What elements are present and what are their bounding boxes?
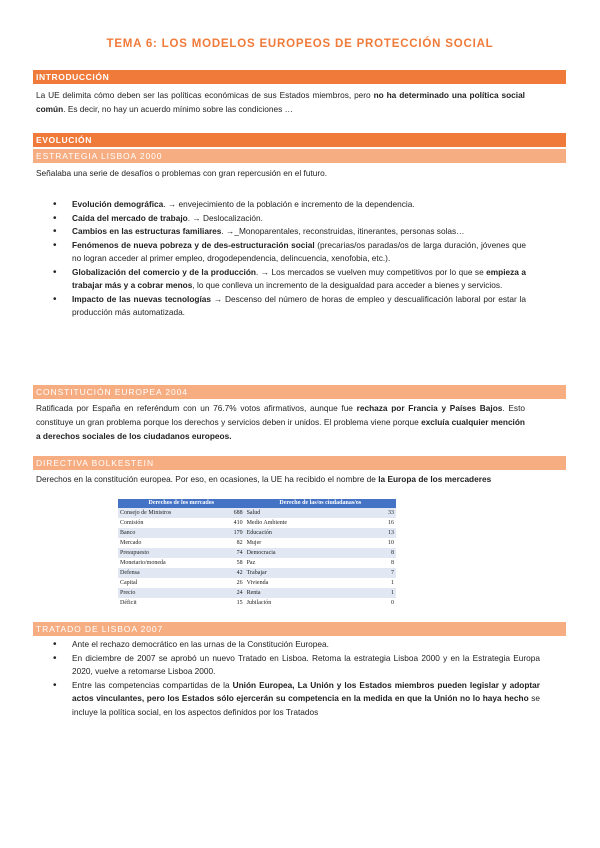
citizen-label-cell: Democracia — [245, 548, 369, 558]
citizen-value-cell: 0 — [391, 600, 394, 606]
table-row — [118, 528, 396, 538]
citizen-value-cell: 8 — [391, 560, 394, 566]
list-item: • Fenómenos de nueva pobreza y de des-estructuración social (precarias/os paradas/os de larga duración, jóvenes que no logran acceder al primer empleo, drogodependencia, delincuencia, xenofobia, etc.). — [53, 239, 526, 263]
market-label-cell: Capital — [120, 580, 138, 586]
rights-comparison-table — [118, 499, 396, 608]
market-value-cell: 58 — [236, 560, 243, 566]
market-value-cell: 688 — [221, 508, 245, 518]
market-label-cell: Monetario/moneda — [120, 560, 166, 566]
market-label-cell: Consejo de Ministros — [118, 508, 221, 518]
list-item: • Globalización del comercio y de la producción. → Los mercados se vuelven muy competitivos por lo que se empieza a trabajar más y a cobrar menos, lo que conlleva un incremento de la desigualdad para acceder a bienes y servicios. — [53, 266, 526, 290]
market-value-cell: 74 — [221, 548, 245, 558]
subsection-header-bolkestein: DIRECTIVA BOLKESTEIN — [33, 456, 566, 470]
list-item: • En diciembre de 2007 se aprobó un nuevo Tratado en Lisboa. Retoma la estrategia Lisboa 2000 y en la Estrategia Europa 2020, vuelve a retomarse Lisboa 2000. — [53, 652, 540, 676]
bullet-icon: • — [53, 639, 57, 650]
table-row — [118, 508, 396, 518]
subsection-header-lisboa-2007: TRATADO DE LISBOA 2007 — [33, 622, 566, 636]
bullet-icon: • — [53, 226, 57, 237]
bullet-icon: • — [53, 212, 57, 224]
list-item: • Impacto de las nuevas tecnologías → Descenso del número de horas de empleo y descualificación laboral por estar la producción más automatizada. — [53, 293, 526, 317]
table-row — [118, 558, 396, 568]
bullet-icon: • — [53, 652, 57, 664]
table-row — [118, 568, 396, 578]
table-row — [118, 548, 396, 558]
lisboa-2000-challenges-list — [52, 198, 526, 320]
table-row — [118, 598, 396, 608]
table-row — [118, 578, 396, 588]
intro-paragraph: La UE delimita cómo deben ser las políticas económicas de sus Estados miembros, pero no ha determinado una política social común. Es decir, no hay un acuerdo mínimo sobre las condiciones … — [36, 90, 525, 114]
list-item: • Evolución demográfica. → envejecimiento de la población e incremento de la dependencia. — [53, 199, 415, 210]
market-value-cell: 410 — [233, 520, 243, 526]
list-item: • Entre las competencias compartidas de la Unión Europea, La Unión y los Estados miembros pueden legislar y adoptar actos vinculantes, pero los Estados sólo ejercerán su competencia en la medida en que la Unión no lo haya hecho se incluye la política social, en los aspectos definidos por los Tratados — [53, 679, 541, 717]
market-label-cell: Presupuesto — [118, 548, 221, 558]
table-header-row — [118, 499, 396, 508]
citizen-value-cell: 10 — [388, 540, 394, 546]
table-row — [118, 538, 396, 548]
citizen-value-cell: 13 — [368, 528, 396, 538]
citizen-value-cell: 8 — [368, 548, 396, 558]
column-header-mercados: Derechos de los mercados — [118, 499, 245, 508]
citizen-value-cell: 1 — [368, 588, 396, 598]
subsection-header-constitucion-2004: CONSTITUCIÓN EUROPEA 2004 — [33, 385, 566, 399]
citizen-label-cell: Medio Ambiente — [246, 520, 288, 526]
table-row — [118, 588, 396, 598]
market-label-cell: Banco — [118, 528, 221, 538]
market-value-cell: 15 — [236, 600, 243, 606]
bullet-icon: • — [53, 199, 57, 210]
column-header-ciudadanos: Derecho de las/os ciudadanas/os — [245, 499, 396, 508]
citizen-value-cell: 16 — [388, 520, 394, 526]
citizen-label-cell: Mujer — [246, 540, 262, 546]
citizen-value-cell: 1 — [391, 580, 394, 586]
citizen-value-cell: 33 — [368, 508, 396, 518]
market-value-cell: 42 — [221, 568, 245, 578]
citizen-label-cell: Jubilación — [246, 600, 272, 606]
market-label-cell: Comisión — [120, 520, 144, 526]
market-label-cell: Precio — [118, 588, 221, 598]
subsection-header-lisboa-2000: ESTRATEGIA LISBOA 2000 — [33, 149, 566, 163]
market-label-cell: Déficit — [120, 600, 137, 606]
section-header-evolucion: EVOLUCIÓN — [33, 133, 566, 147]
citizen-value-cell: 7 — [368, 568, 396, 578]
market-value-cell: 24 — [221, 588, 245, 598]
list-item: • Ante el rechazo democrático en las urnas de la Constitución Europea. — [53, 639, 329, 650]
market-value-cell: 82 — [236, 540, 243, 546]
constitucion-paragraph: Ratificada por España en referéndum con un 76.7% votos afirmativos, aunque fue rechaza por Francia y Países Bajos. Esto constituye un gran problema porque los derechos y servicios deben ir unidos. El problema viene porque excluía cualquier mención a derechos sociales de los ciudadanos europeos. — [36, 403, 525, 441]
market-label-cell: Mercado — [120, 540, 142, 546]
market-value-cell: 26 — [236, 580, 243, 586]
table-row — [118, 518, 396, 528]
page-title: TEMA 6: LOS MODELOS EUROPEOS DE PROTECCIÓN SOCIAL — [106, 38, 494, 50]
bullet-icon: • — [53, 266, 57, 278]
list-item: • Cambios en las estructuras familiares. →_Monoparentales, reconstruidas, itinerantes, personas solas… — [53, 226, 465, 237]
citizen-label-cell: Vivienda — [246, 580, 269, 586]
citizen-label-cell: Paz — [246, 560, 256, 566]
bullet-icon: • — [53, 239, 57, 251]
bullet-icon: • — [53, 679, 57, 691]
market-value-cell: 179 — [221, 528, 245, 538]
citizen-label-cell: Educación — [245, 528, 369, 538]
citizen-label-cell: Trabajar — [245, 568, 369, 578]
citizen-label-cell: Salud — [245, 508, 369, 518]
bolkestein-paragraph: Derechos en la constitución europea. Por eso, en ocasiones, la UE ha recibido el nombre de la Europa de los mercaderes — [36, 474, 492, 484]
citizen-label-cell: Renta — [245, 588, 369, 598]
market-label-cell: Defensa — [118, 568, 221, 578]
list-item: • Caída del mercado de trabajo. → Deslocalización. — [53, 212, 263, 224]
lisboa-2000-lead: Señalaba una serie de desafíos o problemas con gran repercusión en el futuro. — [36, 168, 328, 178]
section-header-introduccion: INTRODUCCIÓN — [33, 70, 566, 84]
lisboa-2007-list — [52, 638, 540, 719]
bullet-icon: • — [53, 293, 57, 305]
